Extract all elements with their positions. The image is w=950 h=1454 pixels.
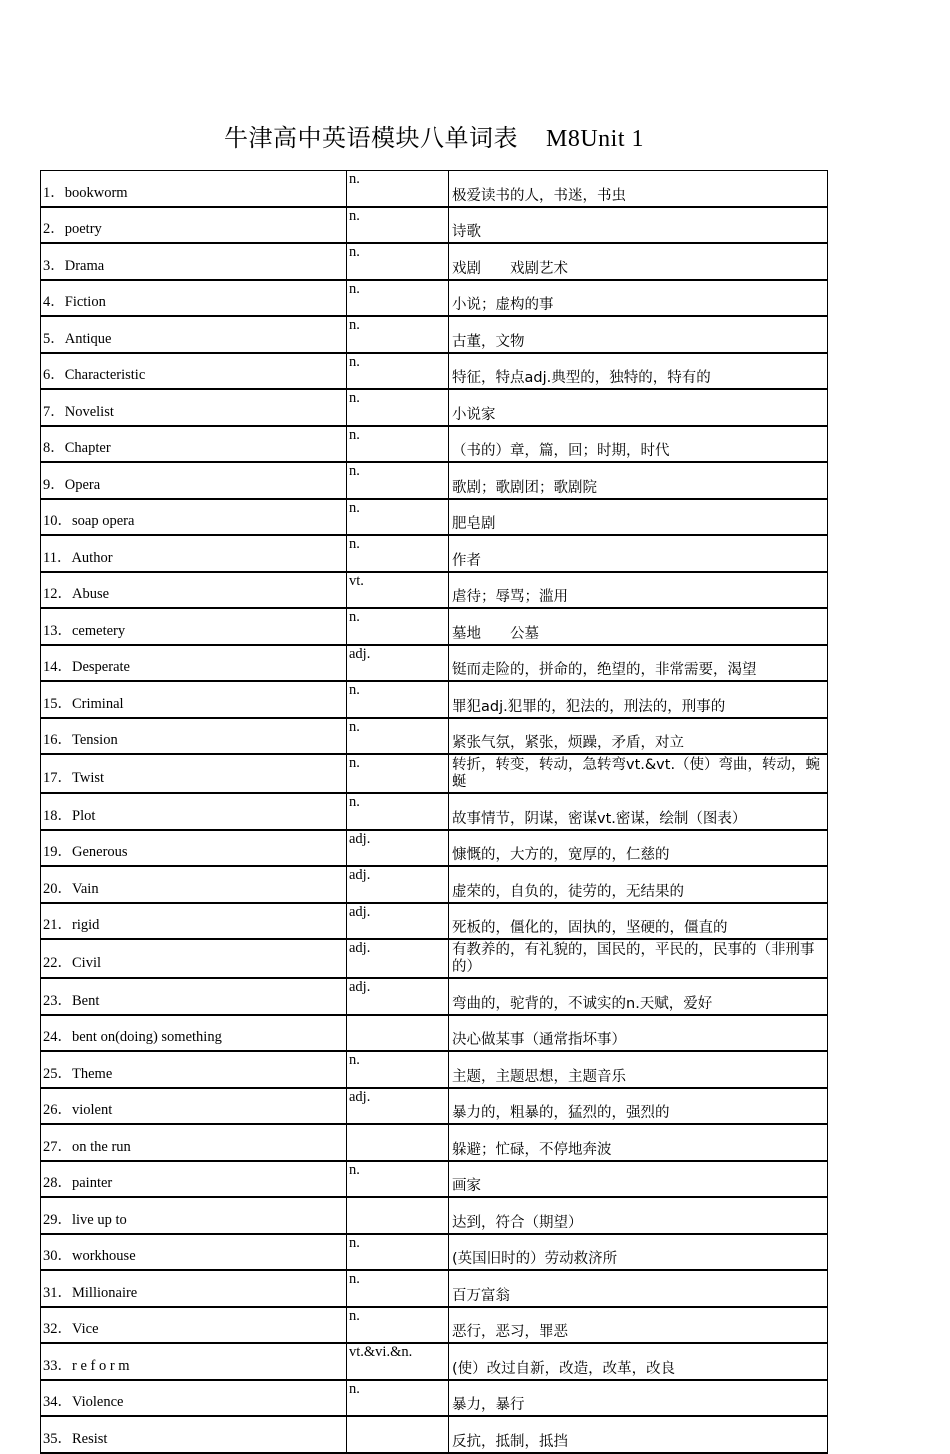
word-cell: 17．Twist xyxy=(41,754,347,793)
table-row xyxy=(41,939,828,978)
word-cell: 33．r e f o r m xyxy=(41,1343,347,1380)
meaning-cell: (使）改过自新，改造，改革，改良 xyxy=(449,1343,828,1380)
part-of-speech-cell: n. xyxy=(347,535,449,572)
word-cell: 12．Abuse xyxy=(41,572,347,609)
word-cell: 5．Antique xyxy=(41,316,347,353)
part-of-speech-cell: n. xyxy=(347,280,449,317)
table-row xyxy=(41,1197,828,1234)
table-row xyxy=(41,353,828,390)
meaning-cell: 弯曲的，驼背的，不诚实的n.天赋，爱好 xyxy=(449,978,828,1015)
part-of-speech-cell: n. xyxy=(347,462,449,499)
meaning-cell: 反抗，抵制，抵挡 xyxy=(449,1416,828,1453)
unit-label: M8Unit 1 xyxy=(545,126,644,152)
part-of-speech-cell: n. xyxy=(347,793,449,830)
table-row xyxy=(41,1343,828,1380)
table-row xyxy=(41,903,828,940)
title-text: 牛津高中英语模块八单词表 xyxy=(223,126,518,152)
meaning-cell: 诗歌 xyxy=(449,207,828,244)
part-of-speech-cell: n. xyxy=(347,316,449,353)
meaning-cell: 虚荣的，自负的，徒劳的，无结果的 xyxy=(449,866,828,903)
table-row xyxy=(41,1270,828,1307)
meaning-cell: 墓地 公墓 xyxy=(449,608,828,645)
part-of-speech-cell: vt.&vi.&n. xyxy=(347,1343,449,1380)
meaning-cell: 恶行，恶习，罪恶 xyxy=(449,1307,828,1344)
word-cell: 9．Opera xyxy=(41,462,347,499)
part-of-speech-cell: n. xyxy=(347,353,449,390)
word-cell: 31．Millionaire xyxy=(41,1270,347,1307)
word-cell: 3．Drama xyxy=(41,243,347,280)
meaning-cell: 百万富翁 xyxy=(449,1270,828,1307)
part-of-speech-cell: n. xyxy=(347,1270,449,1307)
word-cell: 10．soap opera xyxy=(41,499,347,536)
word-cell: 34．Violence xyxy=(41,1380,347,1417)
meaning-cell: 铤而走险的，拼命的，绝望的，非常需要，渴望 xyxy=(449,645,828,682)
part-of-speech-cell: n. xyxy=(347,754,449,793)
table-row xyxy=(41,1051,828,1088)
part-of-speech-cell: n. xyxy=(347,207,449,244)
meaning-cell: 小说；虚构的事 xyxy=(449,280,828,317)
table-row xyxy=(41,1088,828,1125)
meaning-cell: 故事情节，阴谋，密谋vt.密谋，绘制（图表） xyxy=(449,793,828,830)
part-of-speech-cell xyxy=(347,1197,449,1234)
table-row xyxy=(41,280,828,317)
word-cell: 8．Chapter xyxy=(41,426,347,463)
part-of-speech-cell: vt. xyxy=(347,572,449,609)
meaning-cell: 特征，特点adj.典型的，独特的，特有的 xyxy=(449,353,828,390)
word-cell: 27．on the run xyxy=(41,1124,347,1161)
meaning-cell: 虐待；辱骂；滥用 xyxy=(449,572,828,609)
meaning-cell: 决心做某事（通常指坏事） xyxy=(449,1015,828,1052)
table-row xyxy=(41,1416,828,1453)
word-cell: 18．Plot xyxy=(41,793,347,830)
meaning-cell: 歌剧；歌剧团；歌剧院 xyxy=(449,462,828,499)
table-row xyxy=(41,718,828,755)
word-cell: 32．Vice xyxy=(41,1307,347,1344)
word-cell: 24．bent on(doing) something xyxy=(41,1015,347,1052)
word-cell: 2．poetry xyxy=(41,207,347,244)
vocabulary-table xyxy=(40,170,828,1454)
meaning-cell: （书的）章，篇，回；时期，时代 xyxy=(449,426,828,463)
table-row xyxy=(41,1307,828,1344)
part-of-speech-cell: n. xyxy=(347,1380,449,1417)
meaning-cell: 死板的，僵化的，固执的，坚硬的，僵直的 xyxy=(449,903,828,940)
meaning-cell: 小说家 xyxy=(449,389,828,426)
word-cell: 11．Author xyxy=(41,535,347,572)
word-cell: 13．cemetery xyxy=(41,608,347,645)
word-cell: 21．rigid xyxy=(41,903,347,940)
part-of-speech-cell: n. xyxy=(347,426,449,463)
table-row xyxy=(41,572,828,609)
table-row xyxy=(41,1015,828,1052)
word-cell: 23．Bent xyxy=(41,978,347,1015)
meaning-cell: 达到，符合（期望） xyxy=(449,1197,828,1234)
word-cell: 4．Fiction xyxy=(41,280,347,317)
word-cell: 28．painter xyxy=(41,1161,347,1198)
part-of-speech-cell: n. xyxy=(347,681,449,718)
table-row xyxy=(41,389,828,426)
meaning-cell: (英国旧时的）劳动救济所 xyxy=(449,1234,828,1271)
table-row xyxy=(41,645,828,682)
table-row xyxy=(41,243,828,280)
part-of-speech-cell xyxy=(347,1015,449,1052)
part-of-speech-cell: adj. xyxy=(347,903,449,940)
meaning-cell: 暴力，暴行 xyxy=(449,1380,828,1417)
table-row xyxy=(41,1380,828,1417)
meaning-cell: 罪犯adj.犯罪的，犯法的，刑法的，刑事的 xyxy=(449,681,828,718)
table-row xyxy=(41,754,828,793)
word-cell: 15．Criminal xyxy=(41,681,347,718)
page-title xyxy=(0,118,868,153)
part-of-speech-cell: adj. xyxy=(347,830,449,867)
table-row xyxy=(41,316,828,353)
word-cell: 14．Desperate xyxy=(41,645,347,682)
meaning-cell: 极爱读书的人，书迷，书虫 xyxy=(449,171,828,207)
table-row xyxy=(41,207,828,244)
part-of-speech-cell: adj. xyxy=(347,645,449,682)
part-of-speech-cell: n. xyxy=(347,389,449,426)
part-of-speech-cell: n. xyxy=(347,499,449,536)
word-cell: 35．Resist xyxy=(41,1416,347,1453)
meaning-cell: 慷慨的，大方的，宽厚的，仁慈的 xyxy=(449,830,828,867)
table-row xyxy=(41,1234,828,1271)
word-cell: 19．Generous xyxy=(41,830,347,867)
word-cell: 1．bookworm xyxy=(41,171,347,207)
meaning-cell: 暴力的，粗暴的，猛烈的，强烈的 xyxy=(449,1088,828,1125)
meaning-cell: 主题，主题思想，主题音乐 xyxy=(449,1051,828,1088)
table-row xyxy=(41,793,828,830)
word-cell: 30．workhouse xyxy=(41,1234,347,1271)
table-row xyxy=(41,426,828,463)
vocabulary-table-body xyxy=(41,171,828,1453)
meaning-cell: 紧张气氛，紧张，烦躁，矛盾，对立 xyxy=(449,718,828,755)
part-of-speech-cell: adj. xyxy=(347,1088,449,1125)
word-cell: 16．Tension xyxy=(41,718,347,755)
meaning-cell: 有教养的，有礼貌的，国民的，平民的，民事的（非刑事的） xyxy=(449,939,828,978)
part-of-speech-cell: adj. xyxy=(347,939,449,978)
table-row xyxy=(41,681,828,718)
part-of-speech-cell xyxy=(347,1416,449,1453)
meaning-cell: 古董，文物 xyxy=(449,316,828,353)
part-of-speech-cell: adj. xyxy=(347,978,449,1015)
meaning-cell: 作者 xyxy=(449,535,828,572)
part-of-speech-cell: adj. xyxy=(347,866,449,903)
meaning-cell: 画家 xyxy=(449,1161,828,1198)
table-row xyxy=(41,1124,828,1161)
table-row xyxy=(41,866,828,903)
table-row xyxy=(41,535,828,572)
word-cell: 22．Civil xyxy=(41,939,347,978)
part-of-speech-cell: n. xyxy=(347,1051,449,1088)
word-cell: 25．Theme xyxy=(41,1051,347,1088)
table-row xyxy=(41,830,828,867)
part-of-speech-cell: n. xyxy=(347,1234,449,1271)
meaning-cell: 转折，转变，转动，急转弯vt.&vt.（使）弯曲，转动，蜿蜒 xyxy=(449,754,828,793)
meaning-cell: 肥皂剧 xyxy=(449,499,828,536)
table-row xyxy=(41,462,828,499)
part-of-speech-cell: n. xyxy=(347,1161,449,1198)
table-row xyxy=(41,978,828,1015)
part-of-speech-cell xyxy=(347,1124,449,1161)
table-row xyxy=(41,499,828,536)
meaning-cell: 躲避；忙碌，不停地奔波 xyxy=(449,1124,828,1161)
meaning-cell: 戏剧 戏剧艺术 xyxy=(449,243,828,280)
part-of-speech-cell: n. xyxy=(347,243,449,280)
part-of-speech-cell: n. xyxy=(347,171,449,207)
word-cell: 26．violent xyxy=(41,1088,347,1125)
word-cell: 20．Vain xyxy=(41,866,347,903)
table-row xyxy=(41,1161,828,1198)
word-cell: 6．Characteristic xyxy=(41,353,347,390)
word-cell: 29．live up to xyxy=(41,1197,347,1234)
table-row xyxy=(41,608,828,645)
word-cell: 7．Novelist xyxy=(41,389,347,426)
part-of-speech-cell: n. xyxy=(347,608,449,645)
part-of-speech-cell: n. xyxy=(347,1307,449,1344)
table-row xyxy=(41,171,828,207)
part-of-speech-cell: n. xyxy=(347,718,449,755)
